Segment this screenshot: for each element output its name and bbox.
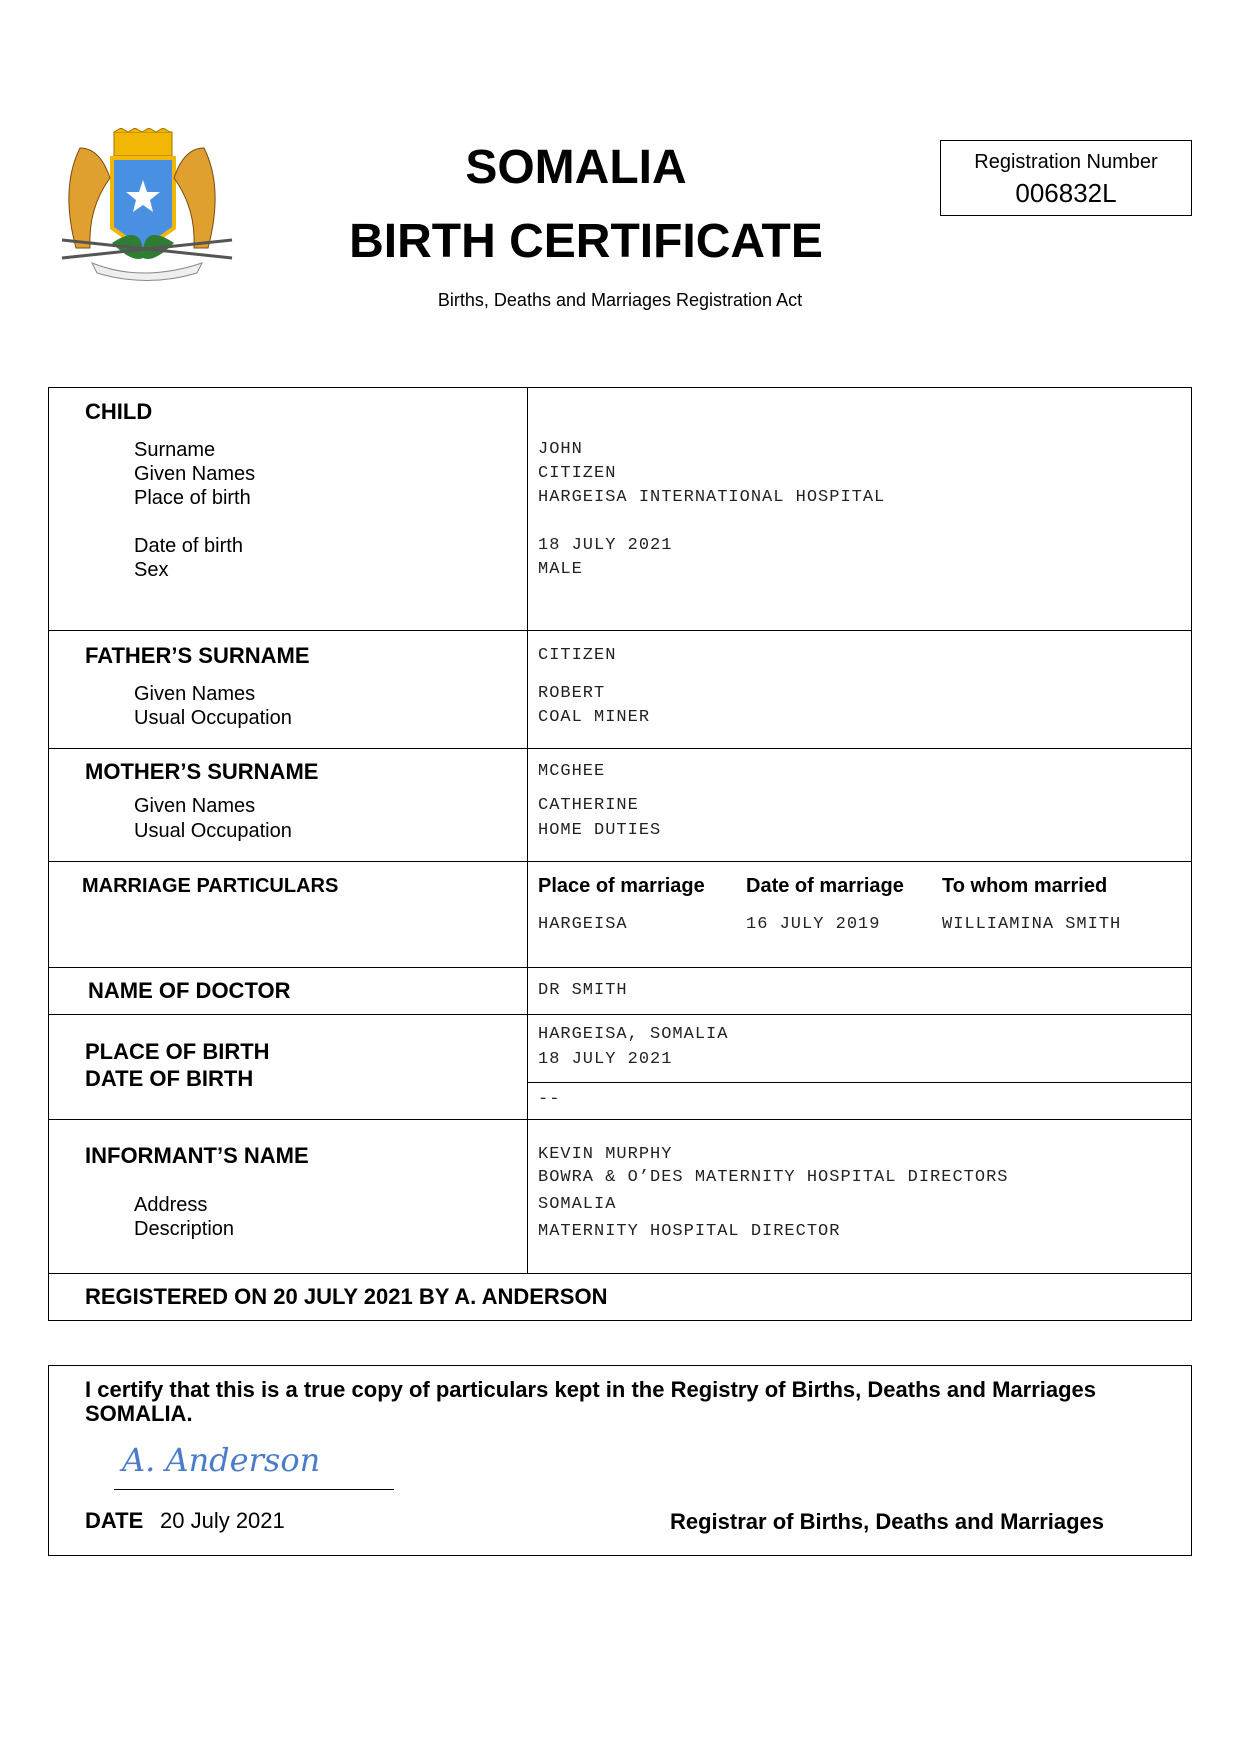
date-label: DATE — [85, 1508, 144, 1533]
marriage-heading: MARRIAGE PARTICULARS — [82, 875, 339, 897]
informant-description-value: MATERNITY HOSPITAL DIRECTOR — [538, 1222, 841, 1241]
registrar-signature: A. Anderson — [122, 1441, 321, 1479]
place-of-birth-value: HARGEISA, SOMALIA — [538, 1025, 729, 1044]
child-given-names-label: Given Names — [134, 463, 256, 485]
registered-statement: REGISTERED ON 20 JULY 2021 BY A. ANDERSON — [85, 1284, 608, 1309]
child-surname-value: JOHN — [538, 440, 583, 459]
mother-occupation-value: HOME DUTIES — [538, 821, 662, 840]
child-date-of-birth-label: Date of birth — [134, 535, 243, 557]
certify-line1: I certify that this is a true copy of particulars kept in the Registry of Births, Deaths and Marriages — [85, 1377, 1097, 1402]
place-of-birth-heading: PLACE OF BIRTH — [85, 1039, 270, 1064]
informant-name-value: KEVIN MURPHY — [538, 1145, 673, 1164]
informant-address-line1: BOWRA & O’DES MATERNITY HOSPITAL DIRECTORS — [538, 1168, 1009, 1187]
child-date-of-birth-value: 18 JULY 2021 — [538, 536, 673, 555]
date-of-marriage-header: Date of marriage — [746, 875, 904, 897]
date-of-birth-heading: DATE OF BIRTH — [85, 1066, 254, 1091]
date-value: 20 July 2021 — [160, 1508, 285, 1533]
mother-heading: MOTHER’S SURNAME — [85, 759, 319, 784]
registrar-title: Registrar of Births, Deaths and Marriages — [670, 1509, 1105, 1534]
document-title: BIRTH CERTIFICATE — [349, 215, 823, 268]
informant-description-label: Description — [134, 1218, 235, 1240]
to-whom-married-header: To whom married — [942, 875, 1108, 897]
date-of-birth-value: 18 JULY 2021 — [538, 1050, 673, 1069]
informant-heading: INFORMANT’S NAME — [85, 1143, 309, 1168]
mother-occupation-label: Usual Occupation — [134, 820, 292, 842]
child-place-of-birth-label: Place of birth — [134, 487, 251, 509]
date-of-marriage-value: 16 JULY 2019 — [746, 915, 881, 934]
father-given-names-value: ROBERT — [538, 684, 606, 703]
registration-number-label: Registration Number — [974, 151, 1158, 173]
birth-extra-value: -- — [538, 1090, 561, 1109]
mother-given-names-label: Given Names — [134, 795, 256, 817]
certify-line2: SOMALIA. — [85, 1401, 193, 1426]
child-sex-label: Sex — [134, 559, 169, 581]
father-occupation-label: Usual Occupation — [134, 707, 292, 729]
signature-line — [114, 1489, 394, 1490]
place-of-marriage-header: Place of marriage — [538, 875, 705, 897]
doctor-heading: NAME OF DOCTOR — [88, 978, 291, 1003]
act-subtitle: Births, Deaths and Marriages Registration Act — [437, 290, 803, 310]
country-title: SOMALIA — [465, 141, 687, 194]
doctor-value: DR SMITH — [538, 981, 628, 1000]
informant-address-label: Address — [134, 1194, 208, 1216]
child-heading: CHILD — [85, 399, 153, 424]
place-of-marriage-value: HARGEISA — [538, 915, 628, 934]
father-occupation-value: COAL MINER — [538, 708, 651, 727]
child-surname-label: Surname — [134, 439, 216, 461]
child-given-names-value: CITIZEN — [538, 464, 617, 483]
mother-given-names-value: CATHERINE — [538, 796, 639, 815]
father-surname-value: CITIZEN — [538, 646, 617, 665]
father-given-names-label: Given Names — [134, 683, 256, 705]
mother-surname-value: MCGHEE — [538, 762, 606, 781]
to-whom-married-value: WILLIAMINA SMITH — [942, 915, 1122, 934]
registration-number: 006832L — [1015, 178, 1117, 208]
child-place-of-birth-value: HARGEISA INTERNATIONAL HOSPITAL — [538, 488, 886, 507]
informant-address-line2: SOMALIA — [538, 1195, 617, 1214]
father-heading: FATHER’S SURNAME — [85, 643, 310, 668]
child-sex-value: MALE — [538, 560, 583, 579]
